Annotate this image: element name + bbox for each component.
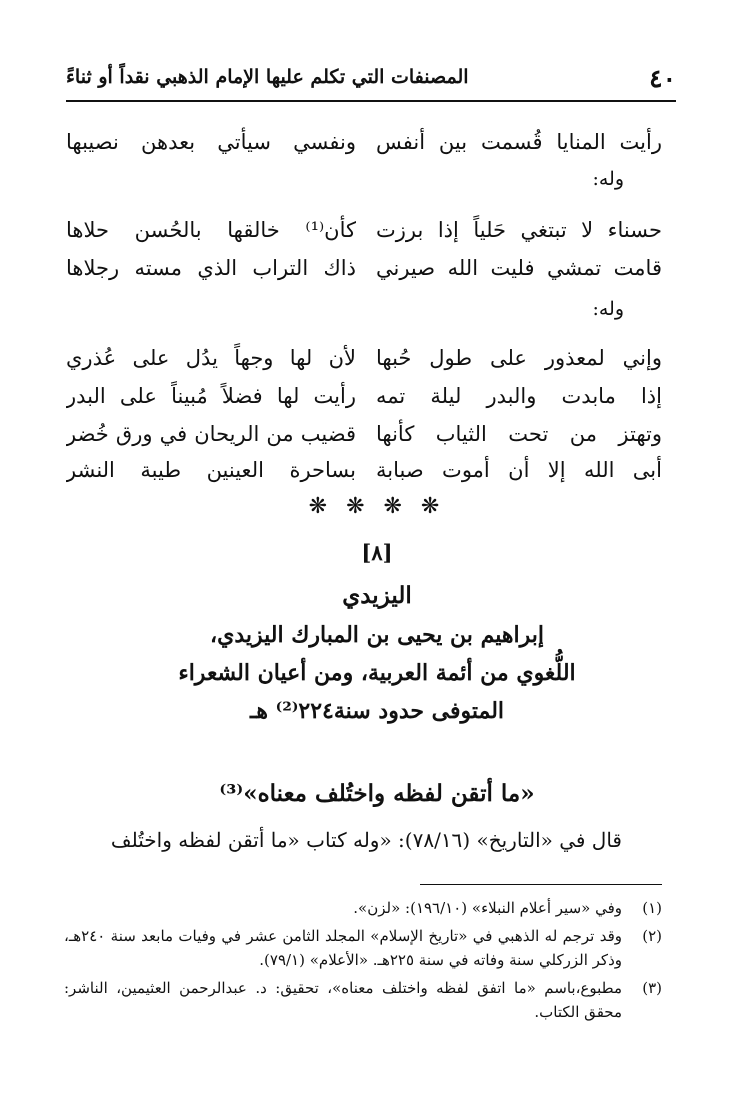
footnote-text: وفي «سير أعلام النبلاء» (١٩٦/١٠): «لزن».: [353, 899, 622, 917]
entry-short-name: اليزيدي: [342, 582, 412, 609]
footnotes: [64, 896, 662, 1028]
lahu-label: وله:: [592, 168, 624, 190]
footnote-text: وقد ترجم له الذهبي في «تاريخ الإسلام» المجلد الثامن عشر في وفيات مابعد سنة ٢٤٠هـ، وذكر الزركلي سنة وفاته في سنة ٢٢٥هـ. «الأعلام» (٧٩/١).: [64, 927, 622, 969]
page-header: [66, 62, 676, 100]
verse-line: [0, 416, 754, 452]
verse-hemistich-left: قضيب من الريحان في ورق خُضر: [66, 422, 356, 446]
verse-hemistich-left: كأن⁽¹⁾ خالقها بالحُسن حلاها: [66, 218, 356, 242]
footnote-number: (١): [642, 899, 662, 917]
footnote-number: (٣): [642, 979, 662, 997]
entry-full-name: إبراهيم بن يحيى بن المبارك اليزيدي،: [210, 622, 544, 648]
footnote: [64, 976, 662, 1024]
verse-line: [0, 452, 754, 488]
footnote-number: (٢): [642, 927, 662, 945]
verse-hemistich-right: إذا مابدت والبدر ليلة تمه: [376, 384, 662, 408]
verse-line: [0, 250, 754, 286]
header-rule: [66, 100, 676, 102]
verse-hemistich-left: لأن لها وجهاً يدُل على عُذري: [66, 346, 356, 370]
book-title: «ما أتقن لفظه واختُلف معناه»⁽³⁾: [219, 780, 535, 807]
section-separator-stars: ❋ ❋ ❋ ❋: [308, 494, 446, 519]
verse-hemistich-left: بساحرة العينين طيبة النشر: [66, 458, 356, 482]
verse-hemistich-left: ذاك التراب الذي مسته رجلاها: [66, 256, 356, 280]
body-paragraph: قال في «التاريخ» (٧٨/١٦): «وله كتاب «ما أتقن لفظه واختُلف: [110, 828, 622, 852]
footnote: [64, 896, 662, 920]
verse-line: [0, 340, 754, 376]
footnote-rule: [420, 884, 662, 885]
verse-hemistich-right: رأيت المنايا قُسمت بين أنفس: [376, 130, 662, 154]
verse-hemistich-right: حسناء لا تبتغي حَلياً إذا برزت: [376, 218, 662, 242]
footnote-text: مطبوع،باسم «ما اتفق لفظه واختلف معناه»، تحقيق: د. عبدالرحمن العثيمين، الناشر: محقق الكتاب.: [64, 979, 622, 1021]
verse-hemistich-right: أبى الله إلا أن أموت صبابة: [376, 458, 662, 482]
footnote: [64, 924, 662, 972]
verse-line: [0, 212, 754, 248]
verse-hemistich-left: ونفسي سيأتي بعدهن نصيبها: [66, 130, 356, 154]
page-number: ٤٠: [649, 64, 676, 93]
verse-hemistich-right: وتهتز من تحت الثياب كأنها: [376, 422, 662, 446]
verse-hemistich-left: رأيت لها فضلاً مُبيناً على البدر: [66, 384, 356, 408]
entry-number: [٨]: [361, 540, 393, 565]
verse-hemistich-right: قامت تمشي فليت الله صيرني: [376, 256, 662, 280]
verse-hemistich-right: وإني لمعذور على طول حُبها: [376, 346, 662, 370]
running-title: المصنفات التي تكلم عليها الإمام الذهبي نقداً أو ثناءً: [66, 66, 469, 88]
entry-death-date: المتوفى حدود سنة٢٢٤⁽²⁾ هـ: [249, 698, 505, 724]
entry-description: اللُّغوي من أئمة العربية، ومن أعيان الشعراء: [178, 660, 576, 686]
verse-line: [0, 378, 754, 414]
verse-line: [0, 124, 754, 160]
lahu-label: وله:: [592, 298, 624, 320]
